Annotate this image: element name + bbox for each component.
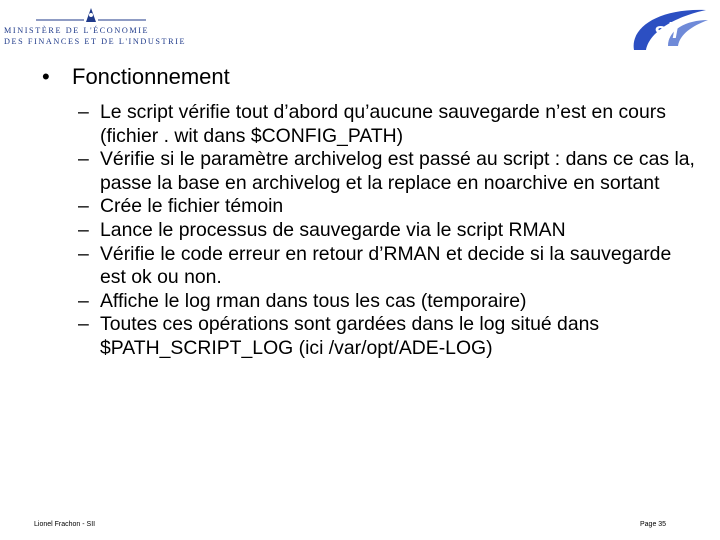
ministry-line-1: MINISTÈRE DE L'ÉCONOMIE — [4, 26, 150, 35]
list-item: – Lance le processus de sauvegarde via le script RMAN — [78, 218, 566, 241]
sub-items-list — [78, 101, 698, 361]
list-item: – Crée le fichier témoin — [78, 195, 284, 218]
bullet-title: Fonctionnement — [72, 64, 230, 89]
list-item: – Affiche le log rman dans tous les cas (temporaire) — [78, 289, 527, 312]
ministry-logo — [4, 6, 187, 46]
footer-page-number: Page 35 — [640, 521, 667, 528]
list-item: – Vérifie si le paramètre archivelog est passé au script : dans ce cas la, passe la base en archivelog et la replace en noarchive en sortant — [78, 148, 695, 194]
sii-logo — [628, 6, 712, 54]
logo-text: sii — [654, 18, 679, 43]
footer-author: Lionel Frachon - SII — [34, 521, 96, 528]
bullet-dot: • — [42, 64, 50, 89]
ministry-line-2: DES FINANCES ET DE L'INDUSTRIE — [4, 37, 187, 46]
list-item: – Toutes ces opérations sont gardées dans le log situé dans $PATH_SCRIPT_LOG (ici /var/opt/ADE-LOG) — [78, 313, 600, 359]
marianne-crest-icon — [36, 6, 146, 24]
list-item: – Vérifie le code erreur en retour d’RMAN et decide si la sauvegarde est ok ou non. — [78, 242, 672, 289]
list-item: – Le script vérifie tout d’abord qu’aucune sauvegarde n’est en cours (fichier . wit dans $CONFIG_PATH) — [78, 101, 666, 147]
